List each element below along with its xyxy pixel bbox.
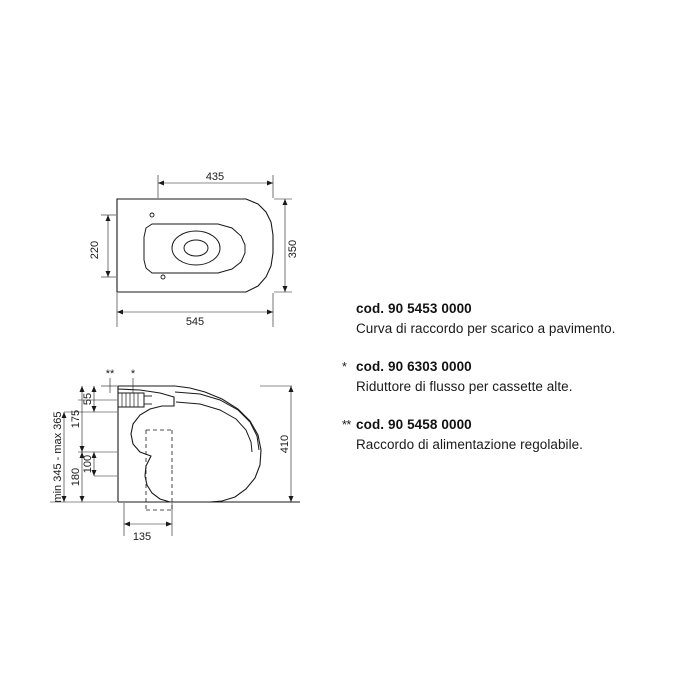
dim-label-135: 135 bbox=[132, 531, 152, 543]
dim-label-min-max: min 345 - max 365 bbox=[52, 411, 64, 503]
dim-220 bbox=[101, 215, 116, 277]
marker-single-asterisk: * bbox=[130, 368, 136, 380]
legend-marker-3: ** bbox=[342, 418, 351, 432]
dim-label-175: 175 bbox=[70, 409, 82, 429]
legend-description-1: Curva di raccordo per scarico a pavimento. bbox=[356, 321, 616, 336]
side-view-outline bbox=[118, 386, 300, 510]
dim-label-180: 180 bbox=[70, 467, 82, 487]
dim-label-55: 55 bbox=[82, 392, 94, 406]
dim-label-545: 545 bbox=[185, 316, 205, 328]
legend-description-3: Raccordo di alimentazione regolabile. bbox=[356, 437, 583, 452]
legend-item-1 bbox=[342, 300, 682, 338]
legend-marker-2: * bbox=[342, 360, 347, 374]
legend-code-2: cod. 90 6303 0000 bbox=[356, 359, 472, 374]
dim-label-220: 220 bbox=[89, 240, 101, 260]
legend-code-3: cod. 90 5458 0000 bbox=[356, 417, 472, 432]
dim-label-350: 350 bbox=[287, 239, 299, 259]
marker-double-asterisk: ** bbox=[105, 368, 115, 380]
top-view-outline bbox=[117, 199, 273, 292]
dim-label-410: 410 bbox=[279, 434, 291, 454]
legend-code-1: cod. 90 5453 0000 bbox=[356, 301, 472, 316]
legend bbox=[342, 300, 682, 474]
dim-label-435: 435 bbox=[205, 171, 225, 183]
dim-label-100: 100 bbox=[82, 454, 94, 474]
legend-item-2 bbox=[342, 358, 682, 396]
legend-item-3 bbox=[342, 416, 682, 454]
legend-description-2: Riduttore di flusso per cassette alte. bbox=[356, 379, 573, 394]
